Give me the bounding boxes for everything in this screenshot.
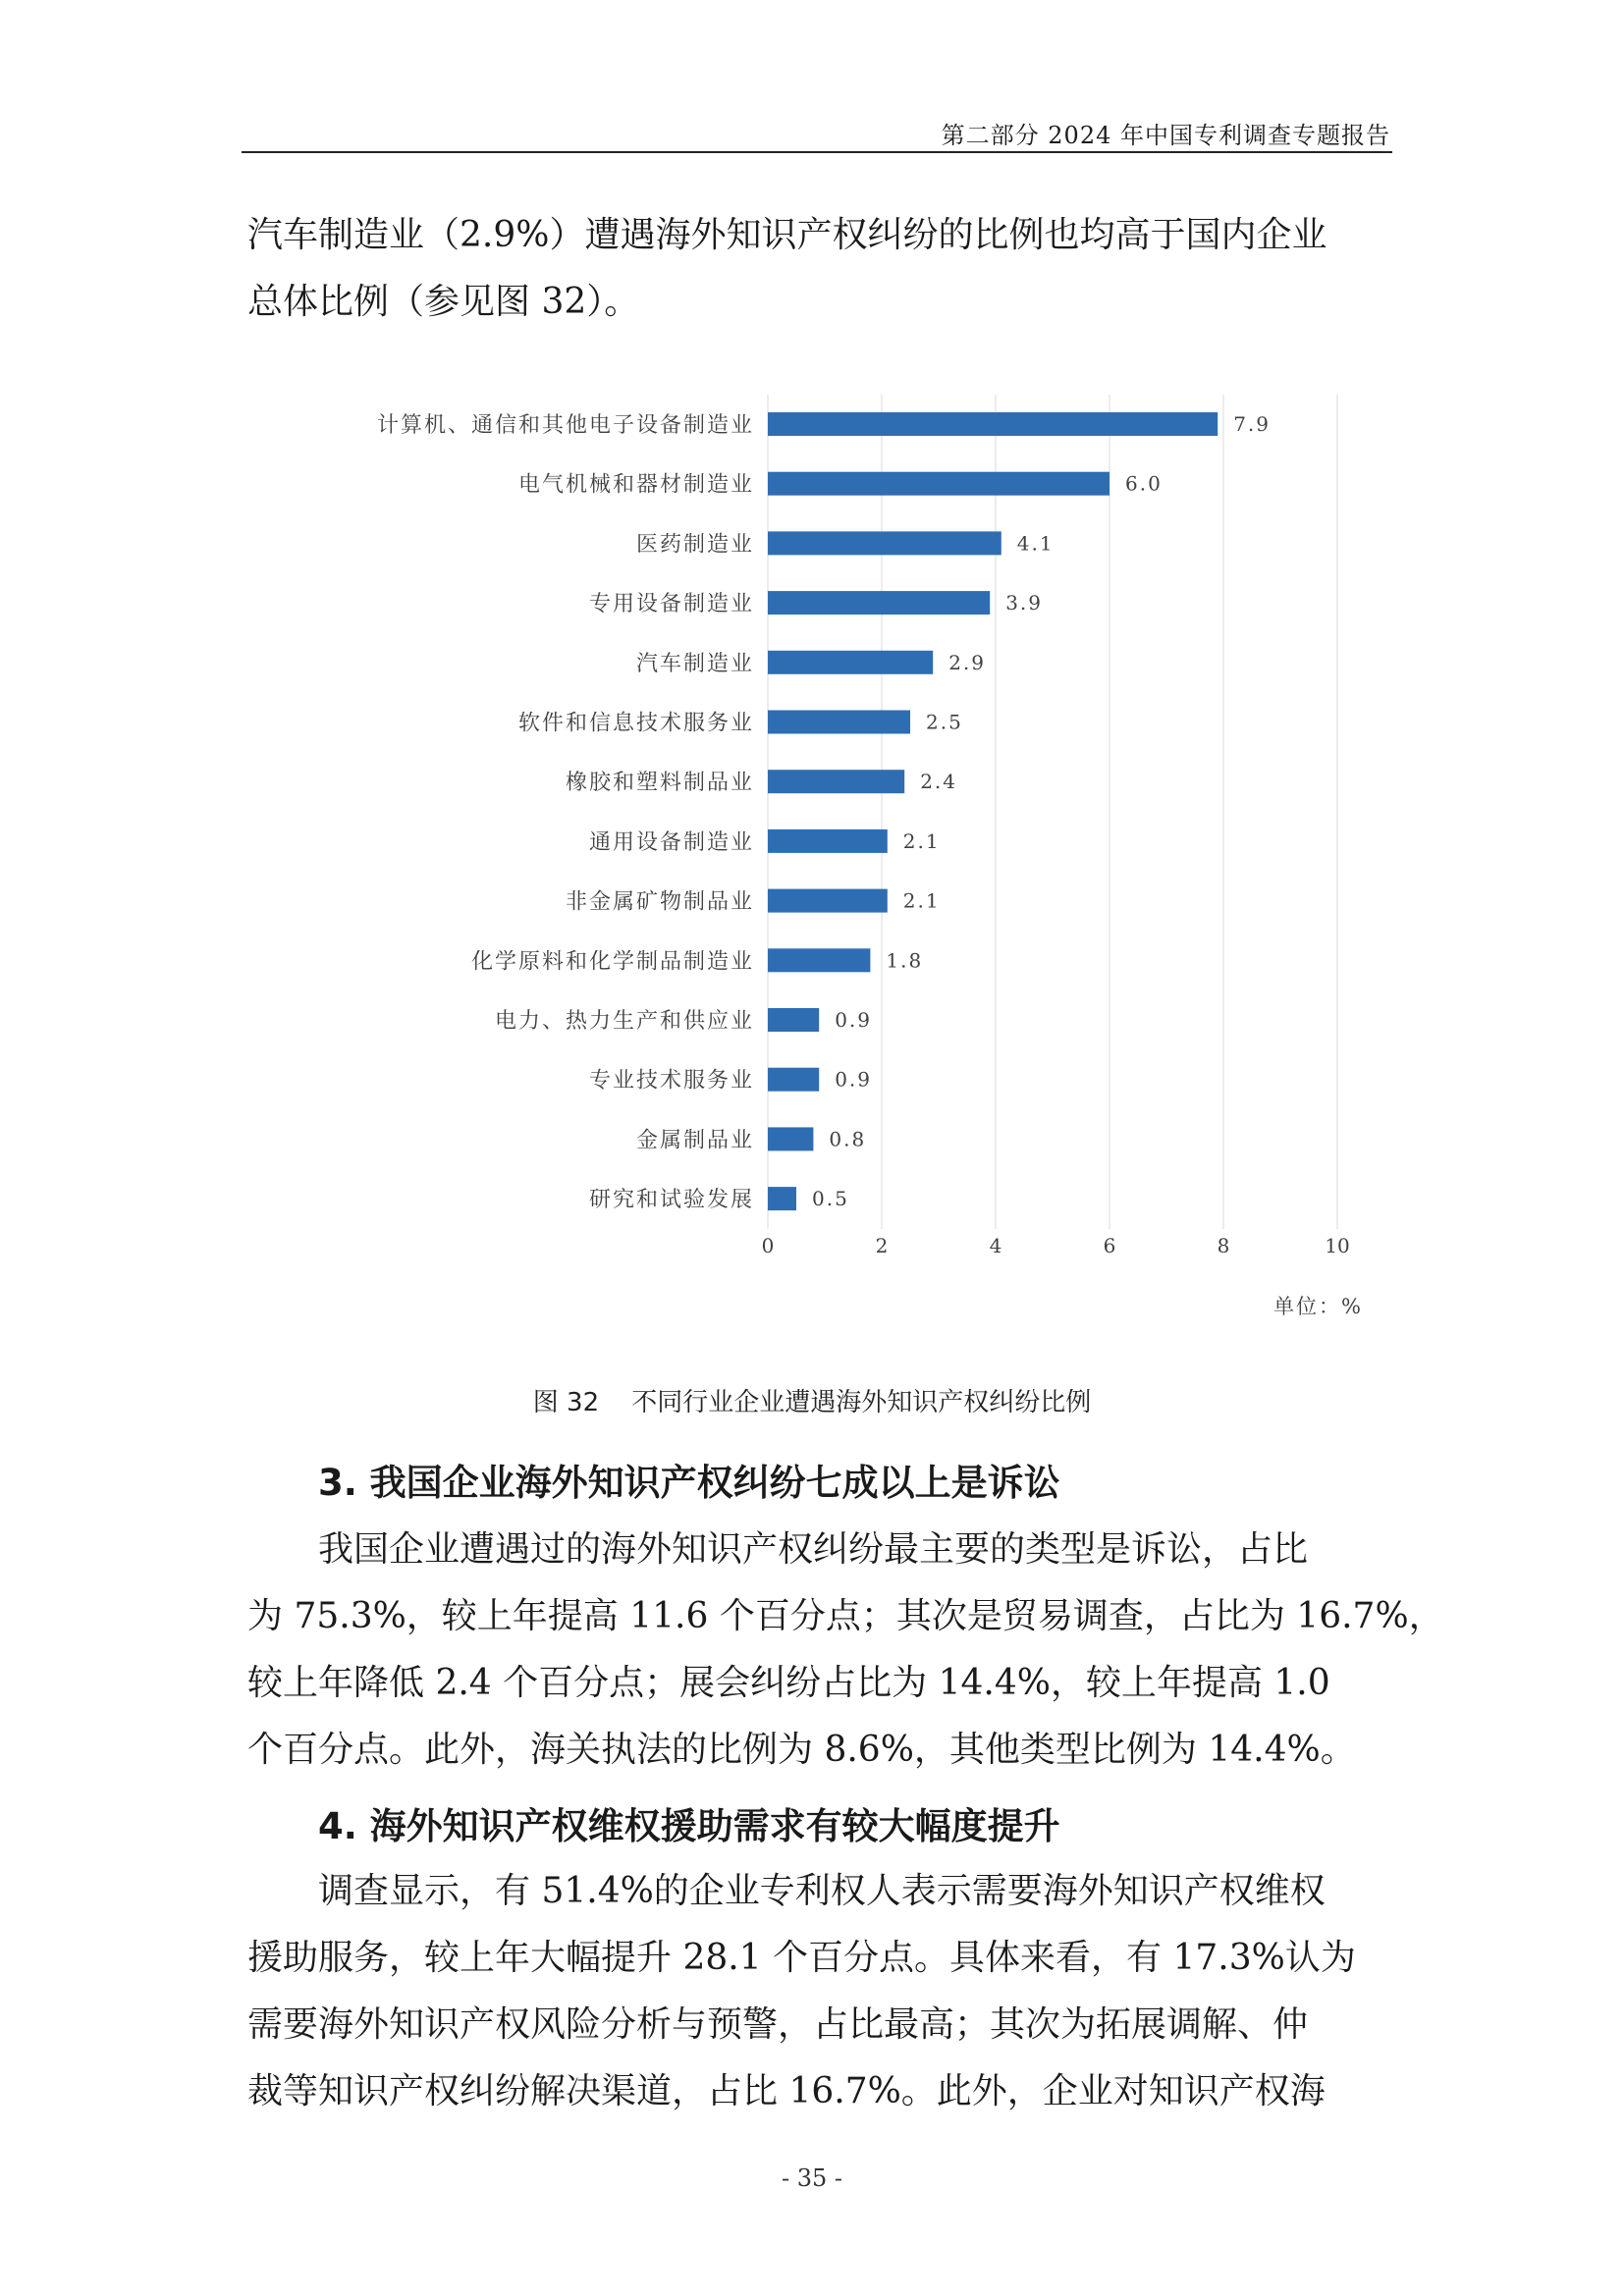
category-label: 软件和信息技术服务业 (517, 711, 754, 736)
data-label: 2.1 (902, 888, 941, 913)
data-label: 1.8 (886, 948, 924, 973)
section4-line: 裁等知识产权纠纷解决渠道，占比 16.7%。此外，企业对知识产权海 (247, 2071, 1326, 2111)
bar (768, 770, 904, 793)
tick-label: 10 (1325, 1234, 1350, 1257)
data-label: 0.9 (835, 1067, 873, 1092)
data-label: 6.0 (1125, 471, 1163, 496)
section4-line: 需要海外知识产权风险分析与预警，占比最高；其次为拓展调解、仲 (247, 2004, 1309, 2045)
bar (768, 1068, 819, 1092)
section4-line: 调查显示，有 51.4%的企业专利权人表示需要海外知识产权维权 (318, 1871, 1326, 1911)
data-label: 2.4 (920, 770, 958, 794)
tick-label: 4 (989, 1234, 1002, 1257)
intro-line: 总体比例（参见图 32）。 (247, 282, 640, 322)
chart-svg (0, 373, 1624, 1345)
bar (768, 948, 870, 972)
category-label: 金属制品业 (635, 1128, 754, 1153)
page-number: - 35 - (781, 2164, 842, 2192)
unit-label: 单位：% (1273, 1295, 1363, 1318)
section3-line: 较上年降低 2.4 个百分点；展会纠纷占比为 14.4%，较上年提高 1.0 (247, 1663, 1330, 1703)
intro-line: 汽车制造业（2.9%）遭遇海外知识产权纠纷的比例也均高于国内企业 (247, 215, 1327, 255)
data-label: 0.8 (829, 1127, 867, 1151)
category-label: 医药制造业 (635, 532, 754, 558)
bar (768, 829, 888, 853)
bar-chart (0, 373, 1624, 1345)
category-label: 化学原料和化学制品制造业 (470, 949, 754, 975)
category-label: 计算机、通信和其他电子设备制造业 (376, 413, 754, 438)
data-label: 4.1 (1016, 531, 1055, 556)
caption-title: 不同行业企业遭遇海外知识产权纠纷比例 (631, 1388, 1092, 1417)
tick-label: 8 (1217, 1234, 1230, 1257)
section4-heading: 4. 海外知识产权维权援助需求有较大幅度提升 (318, 1805, 1060, 1847)
category-label: 专用设备制造业 (588, 592, 754, 617)
data-label: 3.9 (1005, 591, 1044, 615)
bar (768, 531, 1001, 555)
section3-line: 我国企业遭遇过的海外知识产权纠纷最主要的类型是诉讼，占比 (318, 1529, 1309, 1570)
data-label: 2.1 (902, 828, 941, 853)
section4-line: 援助服务，较上年大幅提升 28.1 个百分点。具体来看，有 17.3%认为 (247, 1938, 1356, 1978)
running-header (242, 108, 1392, 153)
bar (768, 889, 888, 913)
tick-label: 0 (761, 1234, 775, 1257)
section3-line: 为 75.3%，较上年提高 11.6 个百分点；其次是贸易调查，占比为 16.7%， (247, 1596, 1444, 1636)
data-label: 7.9 (1233, 412, 1272, 436)
tick-label: 6 (1103, 1234, 1116, 1257)
figure-caption (0, 1382, 1624, 1418)
caption-number: 图 32 (532, 1388, 600, 1417)
category-label: 非金属矿物制品业 (565, 889, 754, 915)
bar (768, 651, 933, 674)
data-label: 2.5 (926, 710, 963, 734)
category-label: 电气机械和器材制造业 (517, 472, 754, 498)
section4-paragraph (247, 1858, 1388, 2125)
data-label: 0.5 (812, 1187, 849, 1211)
data-label: 2.9 (948, 650, 987, 674)
category-label: 橡胶和塑料制品业 (565, 771, 754, 796)
bar (768, 1127, 813, 1150)
bar (768, 1187, 796, 1210)
category-label: 汽车制造业 (635, 651, 754, 676)
section3-heading: 3. 我国企业海外知识产权纠纷七成以上是诉讼 (318, 1462, 1060, 1504)
bar (768, 412, 1218, 436)
intro-paragraph (247, 202, 1388, 336)
category-label: 专业技术服务业 (588, 1068, 754, 1094)
bar (768, 1008, 819, 1032)
section3-line: 个百分点。此外，海关执法的比例为 8.6%，其他类型比例为 14.4%。 (247, 1730, 1356, 1770)
category-label: 通用设备制造业 (588, 829, 754, 855)
tick-label: 2 (875, 1234, 889, 1257)
category-label: 电力、热力生产和供应业 (494, 1009, 754, 1034)
bar (768, 472, 1110, 496)
data-label: 0.9 (835, 1008, 873, 1032)
bar (768, 711, 910, 734)
header-text: 第二部分 2024 年中国专利调查专题报告 (941, 122, 1390, 149)
category-label: 研究和试验发展 (588, 1188, 754, 1213)
section3-paragraph (247, 1517, 1444, 1784)
bar (768, 591, 990, 614)
